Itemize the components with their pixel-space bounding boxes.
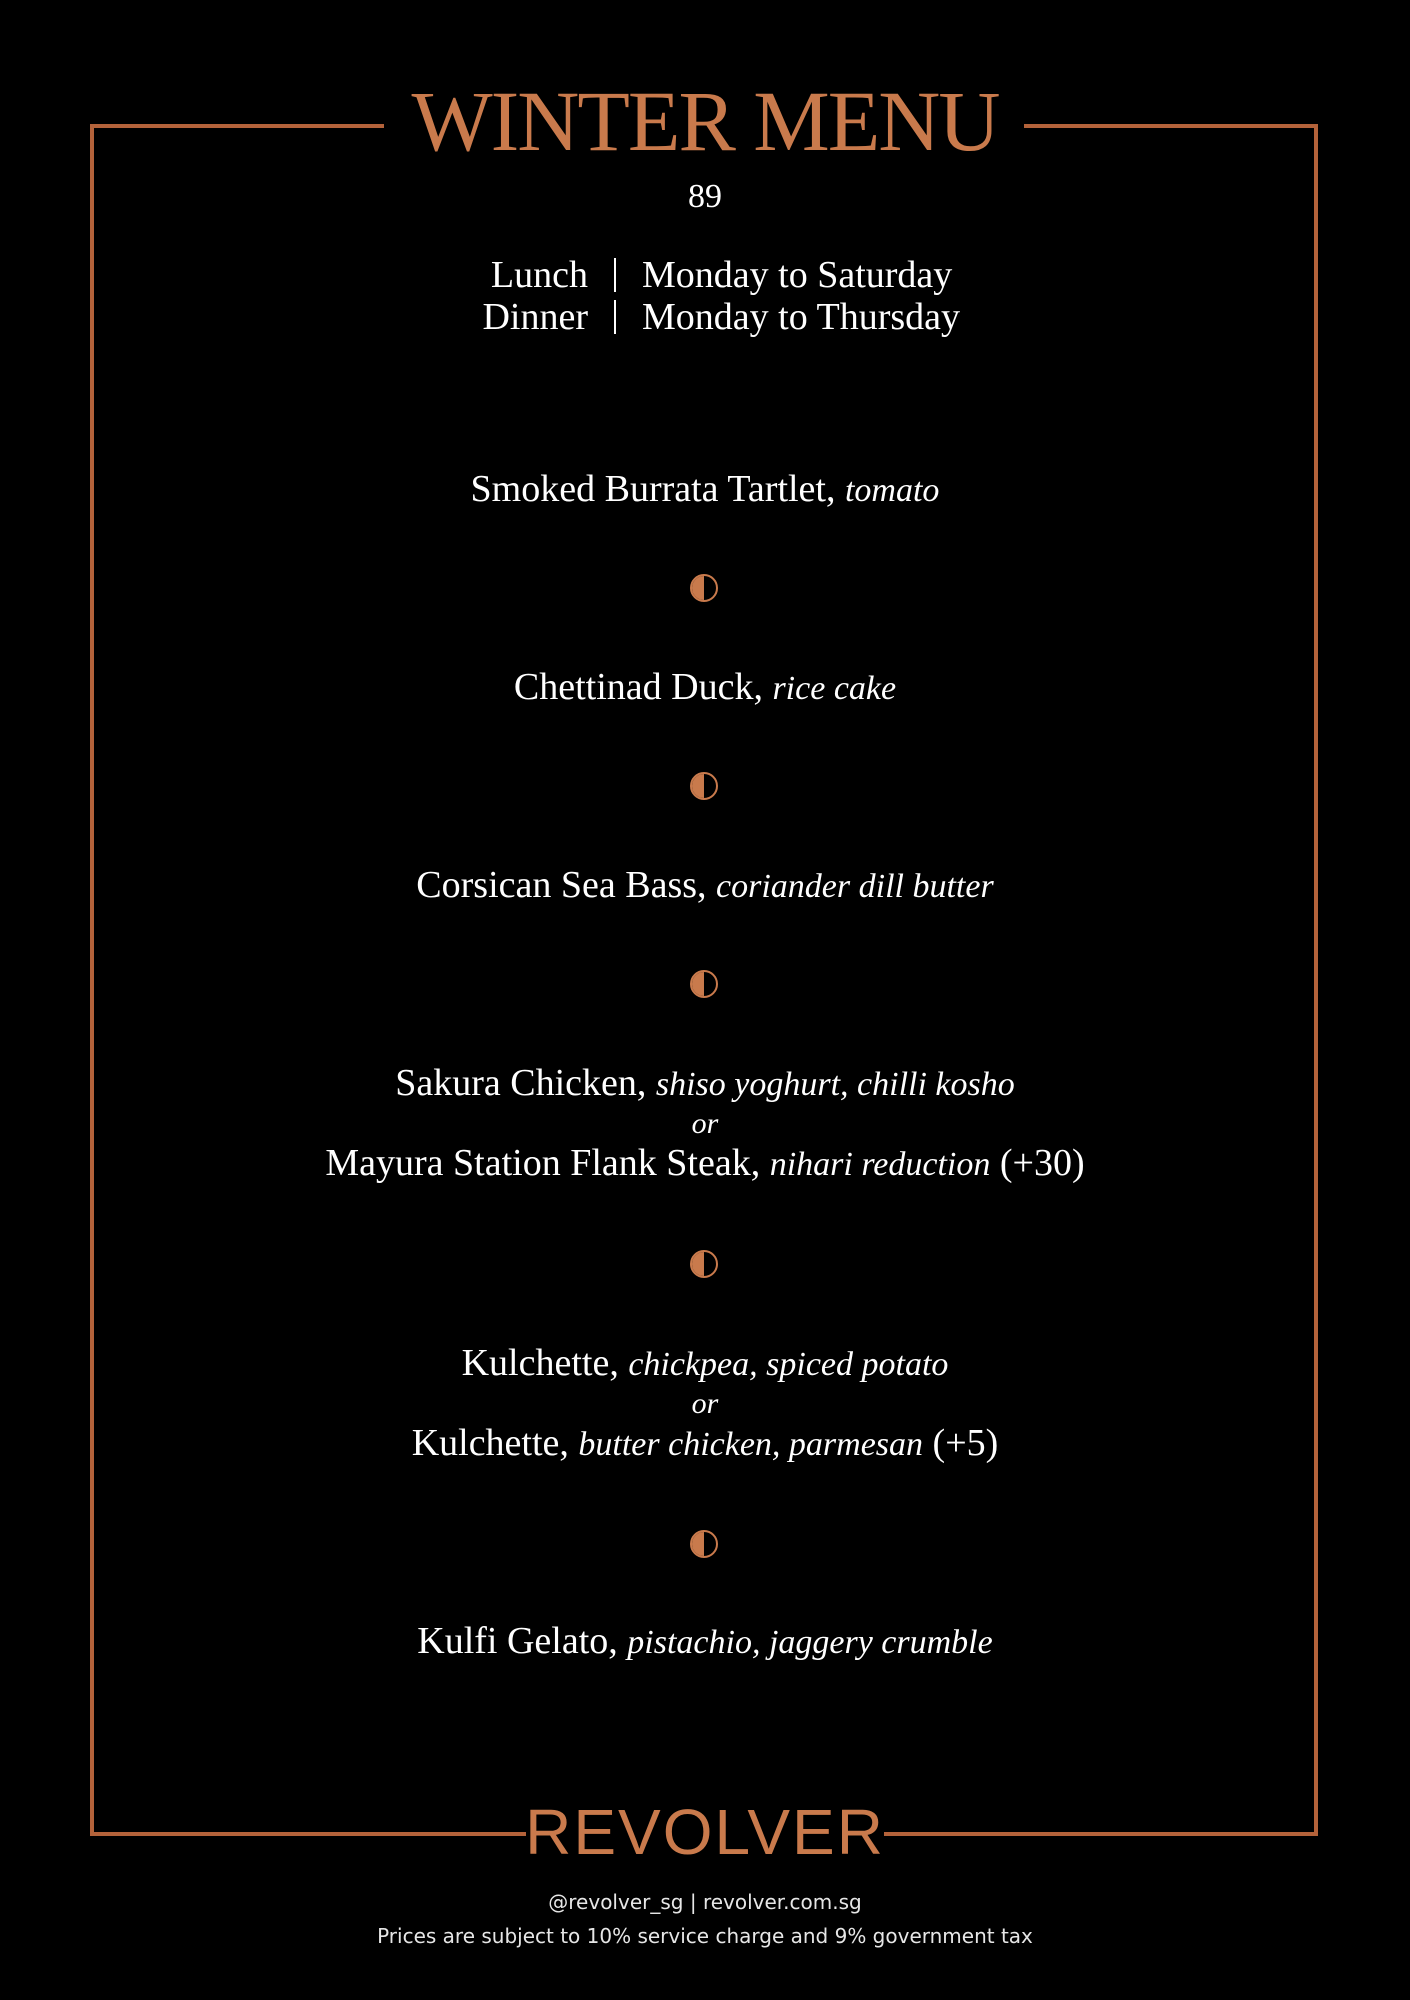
- revolver-logo: REVOLVER: [525, 1796, 885, 1868]
- course-description: rice cake: [772, 670, 897, 707]
- course-option-a: Sakura Chicken, shiso yoghurt, chilli kosho: [395, 1062, 1015, 1104]
- schedule-days: Monday to Thursday: [642, 296, 961, 338]
- course-2: Chettinad Duck, rice cake: [513, 666, 897, 708]
- course-option-a: Kulchette, chickpea, spiced potato: [461, 1342, 949, 1384]
- schedule-row-lunch: [0, 254, 1410, 296]
- schedule-meal: Lunch: [490, 254, 588, 296]
- course-name: Mayura Station Flank Steak: [325, 1142, 751, 1184]
- price-disclaimer: Prices are subject to 10% service charge and 9% government tax: [377, 1924, 1033, 1948]
- website-link[interactable]: revolver.com.sg: [702, 1890, 862, 1914]
- course-option-b: Kulchette, butter chicken, parmesan (+5): [411, 1422, 999, 1464]
- menu-price: 89: [688, 178, 722, 215]
- course-description: tomato: [844, 472, 940, 509]
- schedule-meal: Dinner: [482, 296, 588, 338]
- course-description: nihari reduction: [769, 1146, 991, 1183]
- course-3: Corsican Sea Bass, coriander dill butter: [416, 864, 994, 906]
- course-name: Kulfi Gelato: [417, 1620, 609, 1662]
- course-supplement: (+30): [999, 1142, 1085, 1184]
- course-description: coriander dill butter: [716, 868, 994, 905]
- course-name: Kulchette: [461, 1342, 610, 1384]
- course-6: Kulfi Gelato, pistachio, jaggery crumble: [417, 1620, 993, 1662]
- half-moon-icon: [690, 772, 718, 800]
- course-description: chickpea, spiced potato: [628, 1346, 949, 1383]
- course-5: [0, 1342, 1410, 1466]
- half-moon-icon: [690, 1250, 718, 1278]
- schedule-row-dinner: [0, 296, 1410, 338]
- course-name: Sakura Chicken: [395, 1062, 637, 1104]
- contact-line: [0, 1890, 1410, 1914]
- schedule: [0, 254, 1410, 338]
- course-description: pistachio, jaggery crumble: [627, 1624, 993, 1661]
- course-name: Kulchette: [411, 1422, 560, 1464]
- or-separator: or: [691, 1387, 719, 1420]
- schedule-days: Monday to Saturday: [642, 254, 953, 296]
- course-supplement: (+5): [932, 1422, 999, 1464]
- course-name: Corsican Sea Bass: [416, 864, 698, 906]
- course-name: Smoked Burrata Tartlet: [470, 468, 826, 510]
- half-moon-icon: [690, 574, 718, 602]
- half-moon-icon: [690, 970, 718, 998]
- course-description: shiso yoghurt, chilli kosho: [655, 1066, 1015, 1103]
- course-description: butter chicken, parmesan: [578, 1426, 924, 1463]
- half-moon-icon: [690, 1530, 718, 1558]
- course-name: Chettinad Duck: [513, 666, 754, 708]
- course-option-b: Mayura Station Flank Steak, nihari reduction (+30): [325, 1142, 1085, 1184]
- menu-title: WINTER MENU: [411, 73, 999, 169]
- social-handle: @revolver_sg: [548, 1890, 684, 1914]
- or-separator: or: [691, 1107, 719, 1140]
- course-4: [0, 1062, 1410, 1186]
- course-1: Smoked Burrata Tartlet, tomato: [470, 468, 940, 510]
- contact-separator: |: [689, 1890, 697, 1914]
